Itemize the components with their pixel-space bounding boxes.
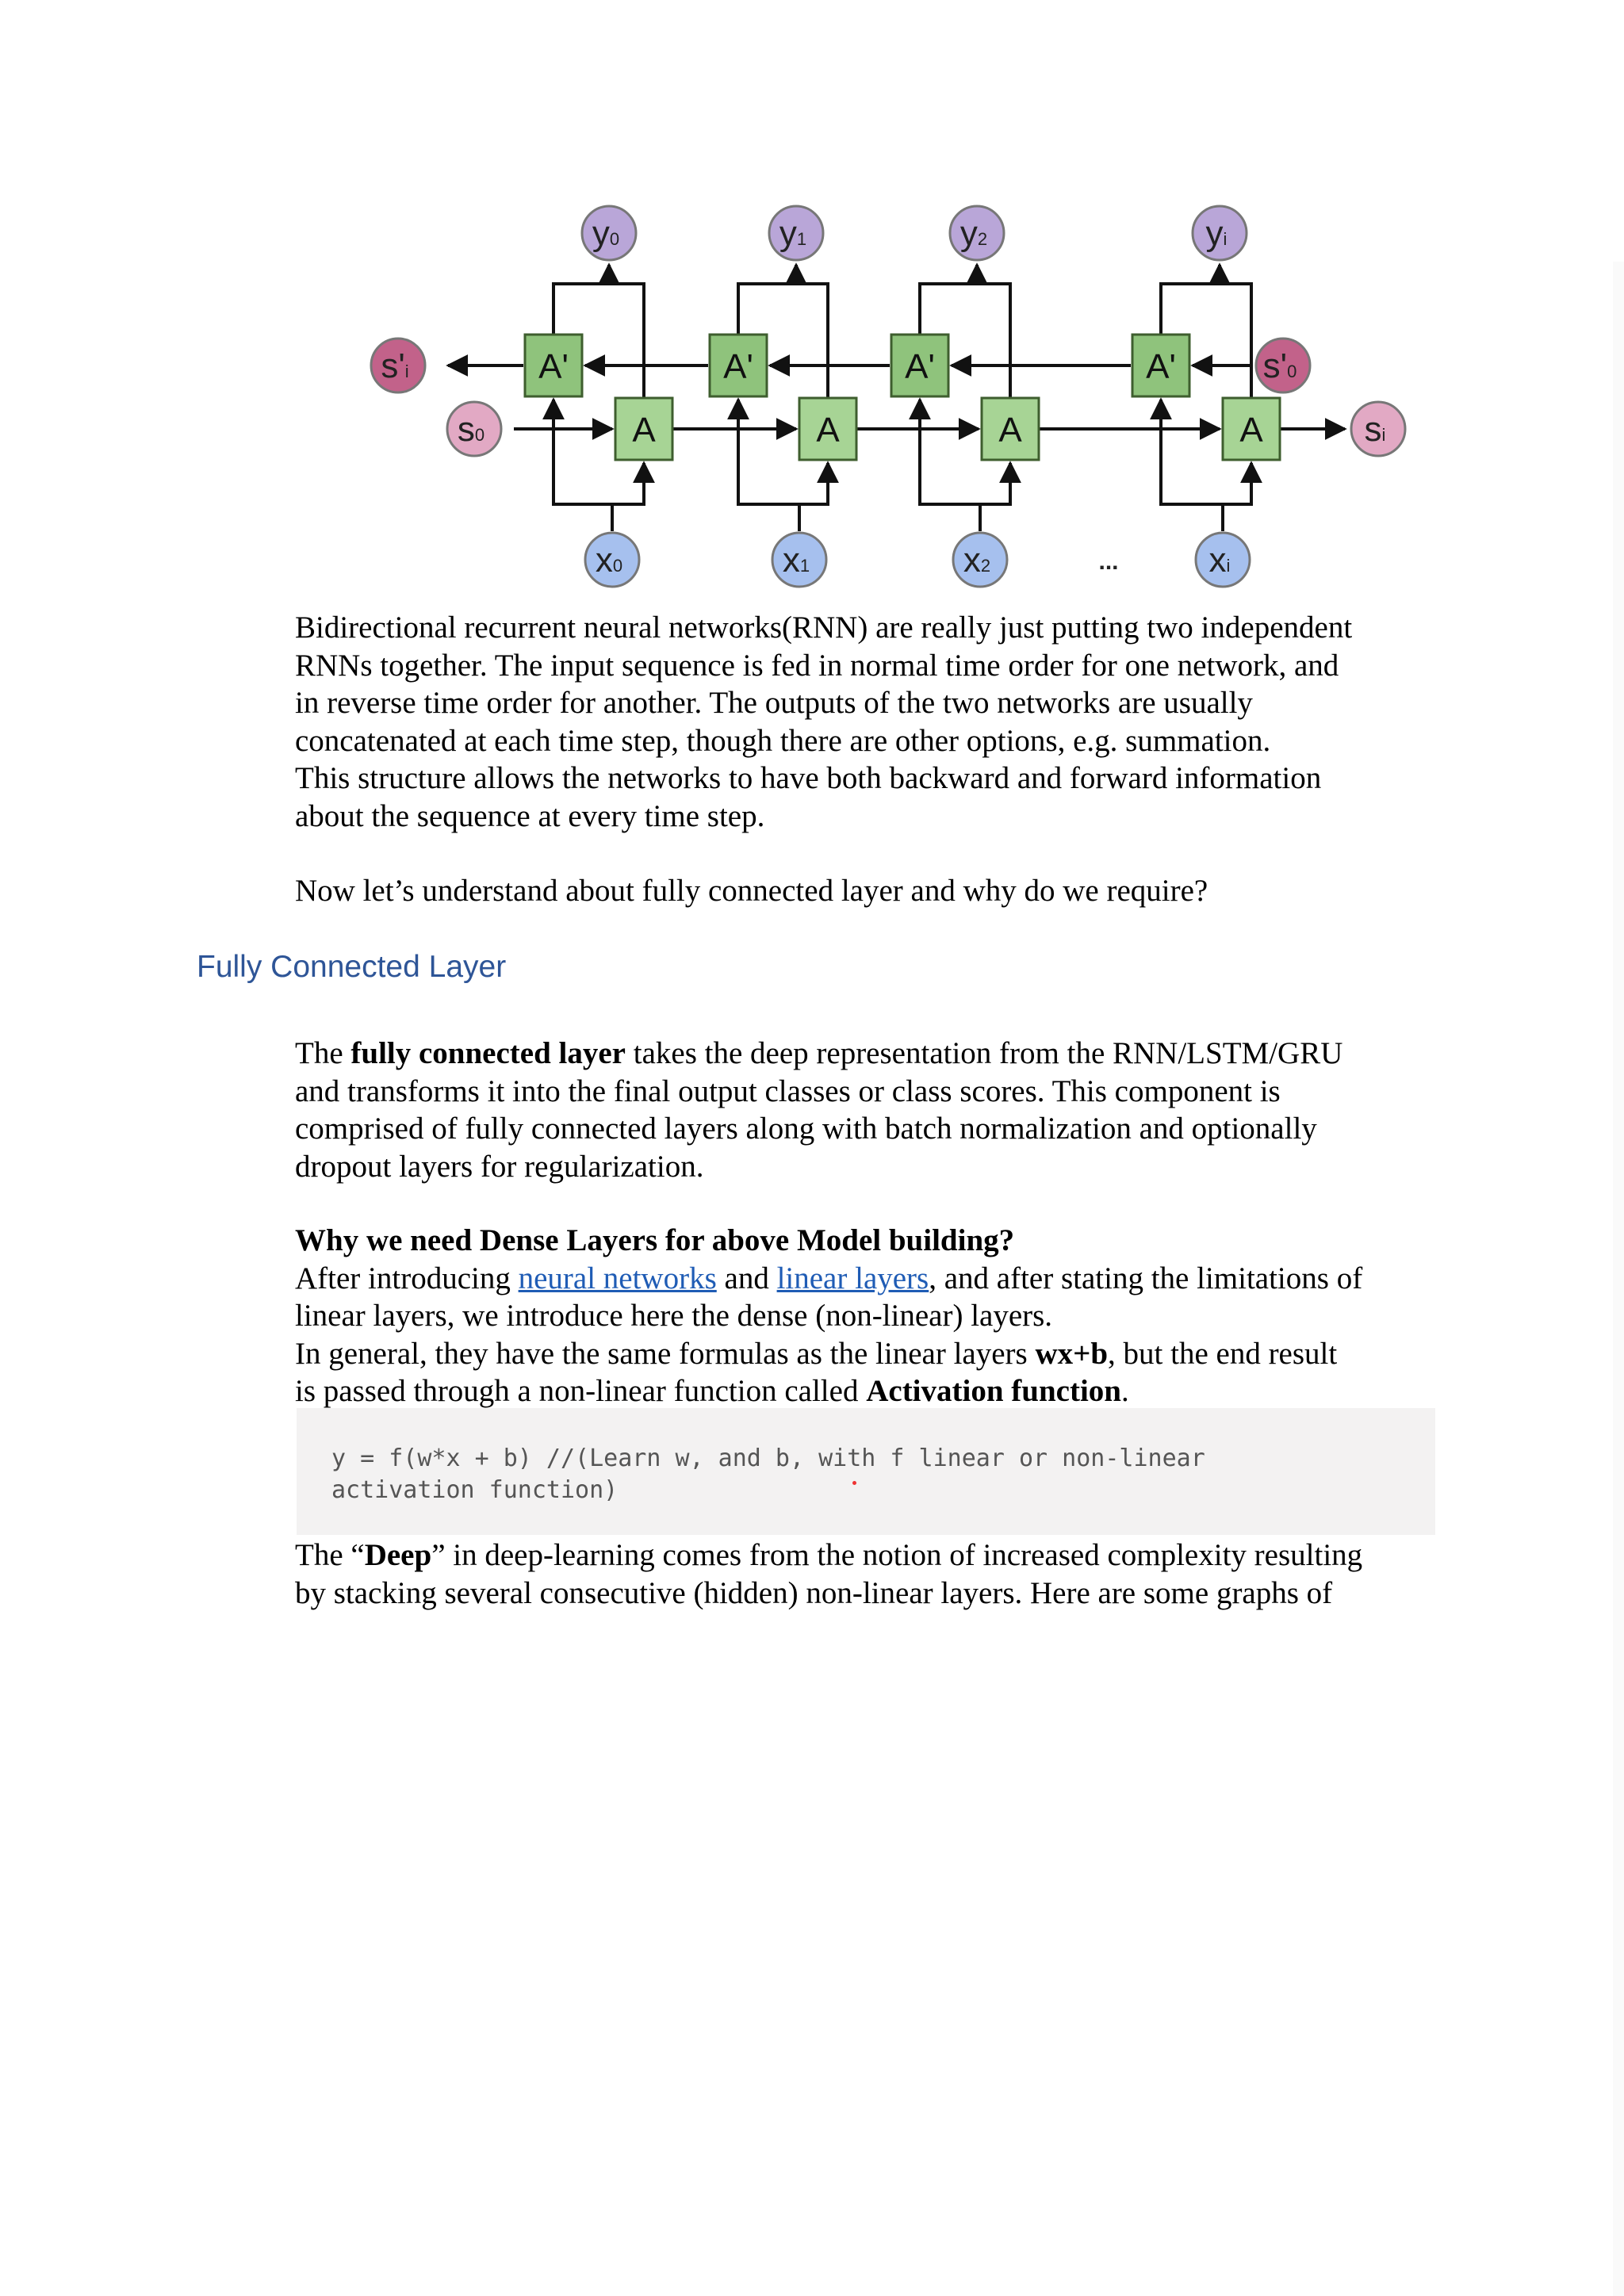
input-node-1 (772, 533, 826, 587)
text: takes the deep representation from the RNN/LSTM/GRU (626, 1036, 1343, 1070)
text: . (1120, 1374, 1129, 1408)
s-prime-i-node-subscript: i (404, 362, 409, 381)
input-node-2-subscript: 2 (980, 556, 991, 576)
text: The “ (295, 1538, 365, 1572)
output-node-2-subscript: 2 (977, 229, 988, 249)
question-heading: Why we need Dense Layers for above Model building? (295, 1223, 1015, 1257)
text: , and after stating the limitations of (929, 1261, 1363, 1295)
output-node-0 (582, 206, 636, 260)
text: is passed through a non-linear function called (295, 1374, 867, 1408)
backward-cell-2 (891, 335, 948, 396)
para1-line: This structure allows the networks to have both backward and forward information (295, 761, 1322, 795)
code-line: y = f(w*x + b) //(Learn w, and b, with f linear or non-linear (331, 1445, 1205, 1472)
input-node-1-label: x1 (782, 541, 810, 580)
ellipsis-label: ... (1098, 549, 1119, 575)
forward-cell-1 (799, 398, 856, 460)
linear-layers-link[interactable]: linear layers (776, 1261, 929, 1295)
bidirectional-rnn-paragraph (295, 609, 1445, 835)
connector-line (1161, 284, 1220, 335)
forward-cell-2 (982, 398, 1039, 460)
para1-line: in reverse time order for another. The outputs of the two networks are usually (295, 686, 1253, 720)
forward-cell-2-label: A (998, 411, 1022, 450)
s-0-node (447, 402, 501, 456)
deep-learning-paragraph (295, 1536, 1445, 1612)
connector-line (796, 284, 828, 398)
text: The (295, 1036, 351, 1070)
s-prime-i-node-label: s'i (381, 346, 409, 385)
s-i-node-subscript: i (1381, 425, 1386, 445)
backward-cell-0-label: A' (538, 347, 569, 386)
forward-cell-0 (615, 398, 672, 460)
input-node-1-subscript: 1 (799, 556, 810, 576)
connector-line (609, 284, 644, 398)
text: by stacking several consecutive (hidden) non-linear layers. Here are some graphs of (295, 1575, 1333, 1610)
text: , but the end result (1108, 1336, 1338, 1371)
text: and transforms it into the final output classes or class scores. This component is (295, 1073, 1281, 1108)
s-0-node-label: s0 (457, 410, 485, 449)
s-i-node (1351, 402, 1405, 456)
para1-line: Bidirectional recurrent neural networks(RNN) are really just putting two independent (295, 610, 1353, 645)
page-edge-shadow (1613, 262, 1624, 2296)
input-node-0-subscript: 0 (612, 556, 623, 576)
forward-cell-1-label: A (816, 411, 840, 450)
input-node-i-subscript: i (1226, 556, 1231, 576)
connector-line (1220, 284, 1251, 398)
output-node-1-label: y1 (779, 214, 807, 253)
connector-line (980, 463, 1010, 504)
backward-cell-1 (710, 335, 767, 396)
connector-line (920, 400, 980, 504)
connector-line (738, 284, 796, 335)
connector-line (612, 463, 644, 504)
backward-cell-1-label: A' (723, 347, 753, 386)
connector-line (738, 400, 799, 504)
para1-line: concatenated at each time step, though there are other options, e.g. summation. (295, 723, 1271, 758)
code-block (297, 1408, 1435, 1535)
connector-line (553, 284, 609, 335)
s-prime-i-node (371, 339, 425, 392)
text: and (716, 1261, 777, 1295)
output-node-0-subscript: 0 (609, 229, 620, 249)
output-node-2 (950, 206, 1004, 260)
backward-cell-0 (525, 335, 582, 396)
bidirectional-rnn-diagram (349, 190, 1459, 603)
backward-cell-3 (1132, 335, 1189, 396)
red-dot-mark (852, 1481, 856, 1485)
para1-line: about the sequence at every time step. (295, 798, 765, 833)
connector-line (920, 284, 977, 335)
input-node-2 (953, 533, 1007, 587)
forward-cell-3 (1223, 398, 1280, 460)
dense-layers-paragraph (295, 1222, 1445, 1410)
output-node-i (1193, 206, 1247, 260)
output-node-2-label: y2 (959, 214, 988, 253)
text: In general, they have the same formulas as the linear layers (295, 1336, 1036, 1371)
input-node-0 (585, 533, 639, 587)
text: comprised of fully connected layers along with batch normalization and optionally (295, 1112, 1317, 1146)
text: linear layers, we introduce here the dense (non-linear) layers. (295, 1299, 1053, 1333)
output-node-i-label: yi (1205, 214, 1228, 253)
bold-term: fully connected layer (350, 1036, 626, 1070)
formula: wx+b (1035, 1336, 1109, 1371)
input-node-0-label: x0 (595, 541, 623, 580)
text: After introducing (295, 1261, 519, 1295)
connector-line (977, 284, 1010, 398)
connector-line (799, 463, 828, 504)
s-i-node-label: si (1364, 410, 1386, 449)
output-node-i-subscript: i (1223, 229, 1228, 249)
connector-line (553, 400, 612, 504)
output-node-0-label: y0 (592, 214, 620, 253)
neural-networks-link[interactable]: neural networks (518, 1261, 717, 1295)
input-node-i-label: xi (1208, 541, 1231, 580)
backward-cell-3-label: A' (1146, 347, 1176, 386)
backward-cell-2-label: A' (905, 347, 935, 386)
para1-line: RNNs together. The input sequence is fed in normal time order for one network, and (295, 648, 1339, 683)
code-line: activation function) (331, 1476, 619, 1504)
forward-cell-3-label: A (1239, 411, 1263, 450)
s-0-node-subscript: 0 (474, 425, 485, 445)
text: dropout layers for regularization. (295, 1149, 704, 1184)
input-node-i (1196, 533, 1250, 587)
forward-cell-0-label: A (632, 411, 656, 450)
connector-line (1161, 400, 1223, 504)
text: ” in deep-learning comes from the notion of increased complexity resulting (431, 1538, 1363, 1572)
connector-line (1223, 463, 1251, 504)
bold-term: Deep (364, 1538, 432, 1572)
s-prime-0-node-subscript: 0 (1287, 362, 1297, 381)
output-node-1 (769, 206, 823, 260)
output-node-1-subscript: 1 (796, 229, 807, 249)
transition-paragraph: Now let’s understand about fully connected layer and why do we require? (295, 874, 1208, 908)
bold-term: Activation function (866, 1374, 1121, 1408)
input-node-2-label: x2 (963, 541, 991, 580)
fully-connected-paragraph (295, 1035, 1445, 1185)
s-prime-0-node-label: s'0 (1262, 346, 1297, 385)
section-heading: Fully Connected Layer (197, 950, 507, 984)
s-prime-0-node (1256, 339, 1310, 392)
